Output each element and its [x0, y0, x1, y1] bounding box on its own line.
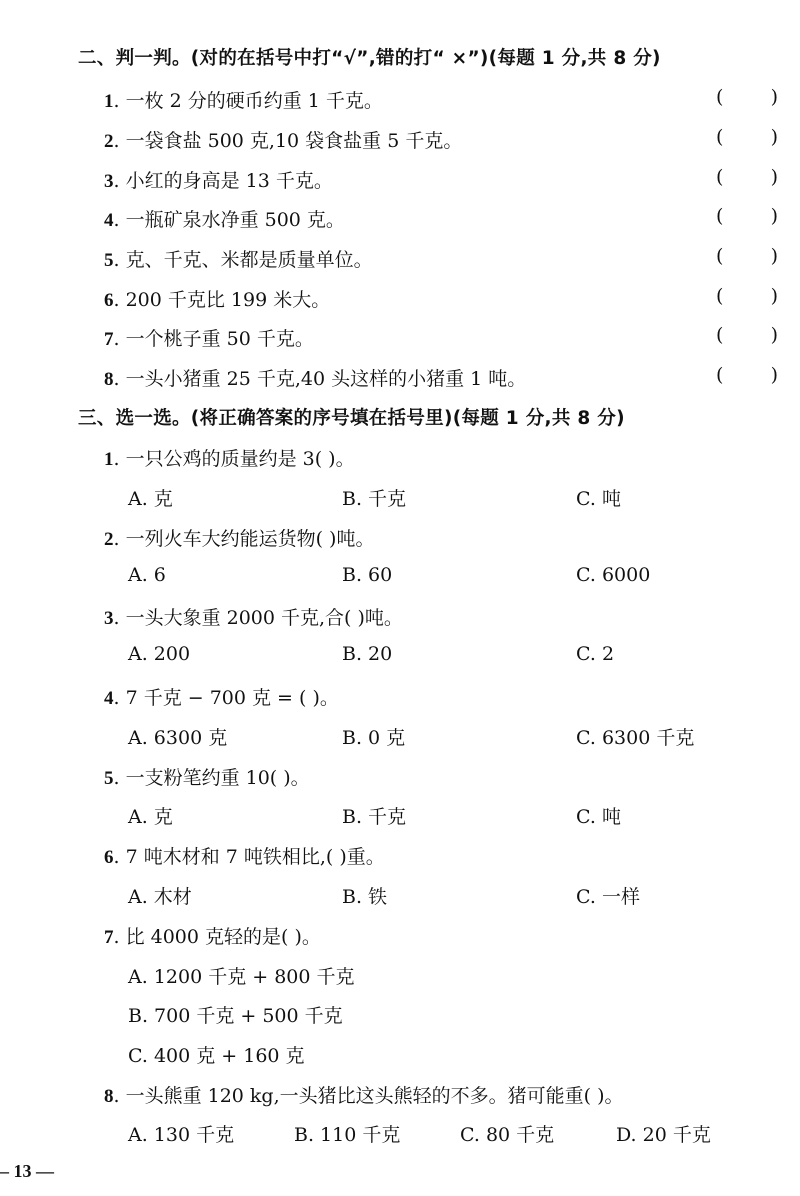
option-b[interactable]: B. 千克 [342, 806, 407, 828]
item-number: 2 [104, 131, 114, 152]
option-c[interactable]: C. 6000 [576, 564, 651, 586]
option-b[interactable]: B. 千克 [342, 488, 407, 510]
option-c[interactable]: C. 吨 [576, 488, 621, 510]
answer-paren-8[interactable] [716, 364, 778, 386]
judge-item-1 [104, 86, 383, 113]
judge-item-8 [104, 364, 526, 391]
item-text: . 一袋食盐 500 克,10 袋食盐重 5 千克。 [113, 130, 463, 152]
item-text: . 一头小猪重 25 千克,40 头这样的小猪重 1 吨。 [113, 368, 527, 390]
question-number: 2 [104, 529, 114, 550]
paren-close: ) [770, 86, 778, 108]
option-b[interactable]: B. 60 [342, 564, 393, 586]
choice-question-3 [104, 603, 403, 630]
paren-close: ) [770, 205, 778, 227]
question-text: . 一头大象重 2000 千克,合( )吨。 [113, 607, 403, 629]
option-b[interactable]: B. 700 千克 + 500 千克 [128, 1005, 343, 1027]
choice-question-6 [104, 842, 385, 869]
option-a[interactable]: A. 木材 [128, 886, 192, 908]
paren-close: ) [770, 285, 778, 307]
option-a[interactable]: A. 克 [128, 488, 173, 510]
choice-question-5 [104, 763, 310, 790]
paren-close: ) [770, 245, 778, 267]
question-text: . 7 千克 − 700 克 = ( )。 [113, 687, 339, 709]
question-text: . 一列火车大约能运货物( )吨。 [113, 528, 375, 550]
section3-title: 三、选一选。(将正确答案的序号填在括号里)(每题 1 分,共 8 分) [78, 408, 625, 429]
question-text: . 一头熊重 120 kg,一头猪比这头熊轻的不多。猪可能重( )。 [113, 1085, 624, 1107]
paren-open: ( [716, 285, 724, 307]
option-a[interactable]: A. 1200 千克 + 800 千克 [128, 966, 355, 988]
paren-open: ( [716, 86, 724, 108]
option-c[interactable]: C. 2 [576, 643, 615, 665]
question-number: 6 [104, 847, 114, 868]
option-c[interactable]: C. 80 千克 [460, 1124, 555, 1146]
answer-paren-3[interactable] [716, 166, 778, 188]
item-text: . 200 千克比 199 米大。 [113, 289, 331, 311]
question-number: 7 [104, 927, 114, 948]
item-number: 6 [104, 290, 114, 311]
judge-item-4 [104, 205, 345, 232]
choice-question-1 [104, 444, 355, 471]
item-number: 5 [104, 250, 114, 271]
choice-question-4 [104, 683, 339, 710]
option-c[interactable]: C. 一样 [576, 886, 640, 908]
item-number: 1 [104, 91, 114, 112]
option-b[interactable]: B. 20 [342, 643, 393, 665]
paren-open: ( [716, 205, 724, 227]
option-a[interactable]: A. 200 [128, 643, 191, 665]
question-number: 8 [104, 1086, 114, 1107]
option-c[interactable]: C. 吨 [576, 806, 621, 828]
answer-paren-5[interactable] [716, 245, 778, 267]
option-a[interactable]: A. 6 [128, 564, 166, 586]
paren-open: ( [716, 126, 724, 148]
option-c[interactable]: C. 6300 千克 [576, 727, 695, 749]
option-a[interactable]: A. 克 [128, 806, 173, 828]
question-number: 3 [104, 608, 114, 629]
question-text: . 一只公鸡的质量约是 3( )。 [113, 448, 355, 470]
paren-close: ) [770, 126, 778, 148]
question-number: 5 [104, 768, 114, 789]
question-number: 4 [104, 688, 114, 709]
answer-paren-4[interactable] [716, 205, 778, 227]
choice-question-2 [104, 524, 374, 551]
option-b[interactable]: B. 110 千克 [294, 1124, 401, 1146]
question-number: 1 [104, 449, 114, 470]
page-number: – 13 — [0, 1161, 54, 1181]
item-text: . 一瓶矿泉水净重 500 克。 [113, 209, 345, 231]
item-text: . 一个桃子重 50 千克。 [113, 328, 314, 350]
item-text: . 一枚 2 分的硬币约重 1 千克。 [113, 90, 383, 112]
item-text: . 克、千克、米都是质量单位。 [113, 249, 373, 271]
question-text: . 一支粉笔约重 10( )。 [113, 767, 310, 789]
paren-open: ( [716, 324, 724, 346]
judge-item-3 [104, 166, 333, 193]
paren-open: ( [716, 364, 724, 386]
question-text: . 比 4000 克轻的是( )。 [113, 926, 321, 948]
item-text: . 小红的身高是 13 千克。 [113, 170, 333, 192]
option-b[interactable]: B. 铁 [342, 886, 388, 908]
section2-title: 二、判一判。(对的在括号中打“√”,错的打“ ×”)(每题 1 分,共 8 分) [78, 48, 661, 69]
option-b[interactable]: B. 0 克 [342, 727, 406, 749]
judge-item-2 [104, 126, 462, 153]
paren-close: ) [770, 324, 778, 346]
choice-question-7 [104, 922, 321, 949]
option-c[interactable]: C. 400 克 + 160 克 [128, 1045, 305, 1067]
item-number: 4 [104, 210, 114, 231]
paren-close: ) [770, 166, 778, 188]
answer-paren-1[interactable] [716, 86, 778, 108]
answer-paren-2[interactable] [716, 126, 778, 148]
item-number: 8 [104, 369, 114, 390]
judge-item-7 [104, 324, 314, 351]
option-a[interactable]: A. 130 千克 [128, 1124, 235, 1146]
paren-open: ( [716, 166, 724, 188]
question-text: . 7 吨木材和 7 吨铁相比,( )重。 [113, 846, 385, 868]
paren-close: ) [770, 364, 778, 386]
judge-item-6 [104, 285, 330, 312]
answer-paren-6[interactable] [716, 285, 778, 307]
option-a[interactable]: A. 6300 克 [128, 727, 228, 749]
item-number: 7 [104, 329, 114, 350]
option-d[interactable]: D. 20 千克 [616, 1124, 711, 1146]
choice-question-8 [104, 1081, 624, 1108]
paren-open: ( [716, 245, 724, 267]
judge-item-5 [104, 245, 373, 272]
answer-paren-7[interactable] [716, 324, 778, 346]
item-number: 3 [104, 171, 114, 192]
